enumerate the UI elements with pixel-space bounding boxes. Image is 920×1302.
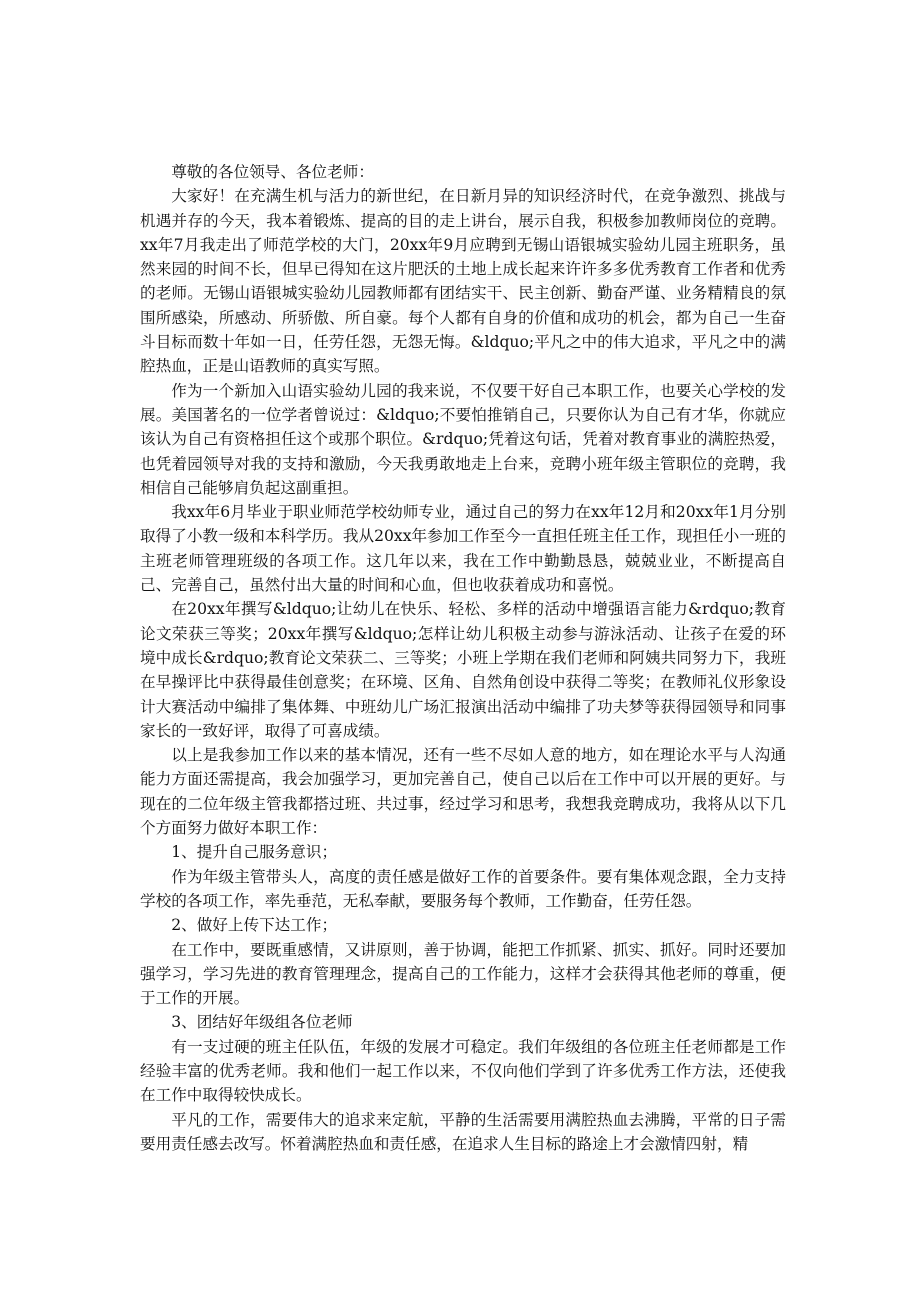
paragraph-background: 我xx年6月毕业于职业师范学校幼师专业，通过自己的努力在xx年12月和20xx年1月分别取得了小教一级和本科学历。我从20xx年参加工作至今一直担任班主任工作，现担任小一班的主班老师管理班级的各项工作。这几年以来，我在工作中勤勤恳恳，兢兢业业，不断提高自己、完善自己，虽然付出大量的时间和心血，但也收获着成功和喜悦。 [140, 503, 786, 595]
paragraph-closing: 平凡的工作，需要伟大的追求来定航，平静的生活需要用满腔热血去沸腾，平常的日子需要用责任感去改写。怀着满腔热血和责任感，在追求人生目标的路途上才会激情四射，精 [140, 1110, 786, 1153]
paragraph-point-2: 在工作中，要既重感情，又讲原则，善于协调，能把工作抓紧、抓实、抓好。同时还要加强学习，学习先进的教育管理理念，提高自己的工作能力，这样才会获得其他老师的尊重，便于工作的开展。 [140, 940, 786, 1008]
heading-point-3: 3、团结好年级组各位老师 [171, 1013, 353, 1032]
paragraph-motivation: 作为一个新加入山语实验幼儿园的我来说，不仅要干好自己本职工作，也要关心学校的发展。美国著名的一位学者曾说过：&ldquo;不要怕推销自己，只要你认为自己有才华，你就应该认为自己有资格担任这个或那个职位。&rdquo;凭着这句话，凭着对教育事业的满腔热爱，也凭着园领导对我的支持和激励，今天我勇敢地走上台来，竞聘小班年级主管职位的竞聘，我相信自己能够肩负起这副重担。 [140, 381, 786, 497]
paragraph-point-1: 作为年级主管带头人，高度的责任感是做好工作的首要条件。要有集体观念跟，全力支持学校的各项工作，率先垂范，无私奉献，要服务每个教师，工作勤奋，任劳任怨。 [140, 867, 786, 910]
paragraph-point-3: 有一支过硬的班主任队伍，年级的发展才可稳定。我们年级组的各位班主任老师都是工作经验丰富的优秀老师。我和他们一起工作以来，不仅向他们学到了许多优秀工作方法，还使我在工作中取得较快成长。 [140, 1037, 786, 1105]
heading-point-1: 1、提升自己服务意识； [171, 843, 338, 862]
salutation: 尊敬的各位领导、各位老师： [171, 163, 374, 181]
paragraph-achievements: 在20xx年撰写&ldquo;让幼儿在快乐、轻松、多样的活动中增强语言能力&rdquo;教育论文荣获三等奖；20xx年撰写&ldquo;怎样让幼儿积极主动参与游泳活动、让孩子在爱的环境中成长&rdquo;教育论文荣获二、三等奖；小班上学期在我们老师和阿姨共同努力下，我班在早操评比中获得最佳创意奖；在环境、区角、自然角创设中获得二等奖；在教师礼仪形象设计大赛活动中编排了集体舞、中班幼儿广场汇报演出活动中编排了功夫梦等获得园领导和同事家长的一致好评，取得了可喜成绩。 [140, 600, 786, 740]
paragraph-summary: 以上是我参加工作以来的基本情况，还有一些不尽如人意的地方，如在理论水平与人沟通能力方面还需提高，我会加强学习，更加完善自己，使自己以后在工作中可以开展的更好。与现在的二位年级主管我都搭过班、共过事，经过学习和思考，我想我竞聘成功，我将从以下几个方面努力做好本职工作： [140, 746, 786, 838]
heading-point-2: 2、做好上传下达工作； [171, 916, 338, 935]
document-body [140, 160, 786, 1156]
paragraph-greeting: 大家好！在充满生机与活力的新世纪，在日新月异的知识经济时代，在竞争激烈、挑战与机遇并存的今天，我本着锻炼、提高的目的走上讲台，展示自我，积极参加教师岗位的竞聘。xx年7月我走出了师范学校的大门，20xx年9月应聘到无锡山语银城实验幼儿园主班职务，虽然来园的时间不长，但早已得知在这片肥沃的土地上成长起来许许多多优秀教育工作者和优秀的老师。无锡山语银城实验幼儿园教师都有团结实干、民主创新、勤奋严谨、业务精精良的氛围所感染，所感动、所骄傲、所自豪。每个人都有自身的价值和成功的机会，都为自己一生奋斗目标而数十年如一日，任劳任怨，无怨无悔。&ldquo;平凡之中的伟大追求，平凡之中的满腔热血，正是山语教师的真实写照。 [140, 187, 786, 376]
